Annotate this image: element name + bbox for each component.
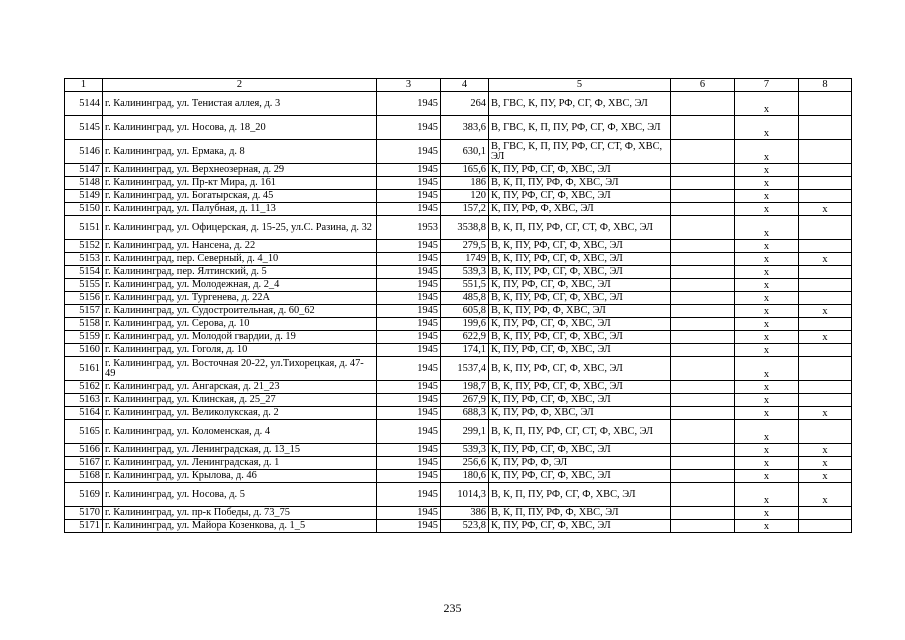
- cell-col6: [671, 140, 735, 164]
- cell-id: 5165: [65, 420, 103, 444]
- table-row: [65, 92, 852, 116]
- cell-col7: х: [735, 279, 799, 292]
- cell-col8: х: [799, 305, 852, 318]
- cell-col7: х: [735, 444, 799, 457]
- cell-elements: К, ПУ, РФ, СГ, Ф, ХВС, ЭЛ: [489, 164, 671, 177]
- cell-elements: В, К, ПУ, РФ, СГ, Ф, ХВС, ЭЛ: [489, 240, 671, 253]
- cell-col8: х: [799, 203, 852, 216]
- column-header: 1: [65, 79, 103, 92]
- cell-area: 1749: [441, 253, 489, 266]
- cell-area: 256,6: [441, 457, 489, 470]
- cell-col6: [671, 444, 735, 457]
- register-table: [64, 78, 852, 533]
- cell-col8: [799, 420, 852, 444]
- cell-col6: [671, 177, 735, 190]
- cell-address: г. Калининград, пер. Северный, д. 4_10: [103, 253, 377, 266]
- cell-col8: [799, 507, 852, 520]
- cell-col6: [671, 240, 735, 253]
- table-row: [65, 507, 852, 520]
- cell-address: г. Калининград, ул. Ангарская, д. 21_23: [103, 381, 377, 394]
- cell-address: г. Калининград, ул. Тургенева, д. 22А: [103, 292, 377, 305]
- table-row: [65, 279, 852, 292]
- cell-year: 1953: [377, 216, 441, 240]
- cell-id: 5167: [65, 457, 103, 470]
- cell-col8: [799, 116, 852, 140]
- cell-elements: В, ГВС, К, П, ПУ, РФ, СГ, Ф, ХВС, ЭЛ: [489, 116, 671, 140]
- cell-col6: [671, 266, 735, 279]
- cell-address: г. Калининград, ул. Тенистая аллея, д. 3: [103, 92, 377, 116]
- cell-col7: х: [735, 240, 799, 253]
- cell-col8: х: [799, 253, 852, 266]
- cell-area: 186: [441, 177, 489, 190]
- cell-col7: х: [735, 344, 799, 357]
- cell-col7: х: [735, 92, 799, 116]
- cell-year: 1945: [377, 520, 441, 533]
- cell-area: 622,9: [441, 331, 489, 344]
- document-sheet: [64, 78, 851, 533]
- cell-year: 1945: [377, 203, 441, 216]
- cell-address: г. Калининград, ул. Носова, д. 5: [103, 483, 377, 507]
- cell-area: 539,3: [441, 266, 489, 279]
- cell-col8: [799, 92, 852, 116]
- cell-elements: В, К, П, ПУ, РФ, СГ, Ф, ХВС, ЭЛ: [489, 483, 671, 507]
- cell-col7: х: [735, 216, 799, 240]
- cell-col7: х: [735, 457, 799, 470]
- cell-year: 1945: [377, 407, 441, 420]
- cell-area: 1537,4: [441, 357, 489, 381]
- cell-id: 5169: [65, 483, 103, 507]
- cell-id: 5146: [65, 140, 103, 164]
- cell-elements: К, ПУ, РФ, СГ, Ф, ХВС, ЭЛ: [489, 318, 671, 331]
- cell-address: г. Калининград, ул. Носова, д. 18_20: [103, 116, 377, 140]
- cell-id: 5168: [65, 470, 103, 483]
- cell-elements: К, ПУ, РФ, СГ, Ф, ХВС, ЭЛ: [489, 344, 671, 357]
- table-row: [65, 116, 852, 140]
- cell-col7: х: [735, 203, 799, 216]
- cell-col6: [671, 381, 735, 394]
- cell-area: 523,8: [441, 520, 489, 533]
- cell-elements: В, К, П, ПУ, РФ, СГ, СТ, Ф, ХВС, ЭЛ: [489, 420, 671, 444]
- cell-area: 267,9: [441, 394, 489, 407]
- table-row: [65, 344, 852, 357]
- cell-year: 1945: [377, 140, 441, 164]
- cell-area: 386: [441, 507, 489, 520]
- cell-year: 1945: [377, 190, 441, 203]
- table-row: [65, 190, 852, 203]
- cell-address: г. Калининград, ул. Нансена, д. 22: [103, 240, 377, 253]
- cell-col8: [799, 520, 852, 533]
- cell-col8: [799, 279, 852, 292]
- cell-elements: В, К, ПУ, РФ, СГ, Ф, ХВС, ЭЛ: [489, 292, 671, 305]
- cell-year: 1945: [377, 344, 441, 357]
- cell-address: г. Калининград, пер. Ялтинский, д. 5: [103, 266, 377, 279]
- cell-area: 199,6: [441, 318, 489, 331]
- cell-address: г. Калининград, ул. Пр-кт Мира, д. 161: [103, 177, 377, 190]
- cell-col7: х: [735, 177, 799, 190]
- cell-area: 279,5: [441, 240, 489, 253]
- cell-col8: [799, 357, 852, 381]
- cell-area: 198,7: [441, 381, 489, 394]
- cell-id: 5149: [65, 190, 103, 203]
- cell-col6: [671, 253, 735, 266]
- table-body: [65, 92, 852, 533]
- cell-col8: х: [799, 457, 852, 470]
- cell-id: 5161: [65, 357, 103, 381]
- cell-id: 5156: [65, 292, 103, 305]
- cell-col8: [799, 190, 852, 203]
- cell-elements: В, ГВС, К, ПУ, РФ, СГ, Ф, ХВС, ЭЛ: [489, 92, 671, 116]
- cell-elements: В, К, ПУ, РФ, СГ, Ф, ХВС, ЭЛ: [489, 266, 671, 279]
- cell-address: г. Калининград, ул. Крылова, д. 46: [103, 470, 377, 483]
- table-row: [65, 381, 852, 394]
- cell-year: 1945: [377, 444, 441, 457]
- cell-col6: [671, 507, 735, 520]
- cell-col8: [799, 216, 852, 240]
- cell-address: г. Калининград, ул. пр-к Победы, д. 73_75: [103, 507, 377, 520]
- cell-area: 605,8: [441, 305, 489, 318]
- table-row: [65, 164, 852, 177]
- cell-id: 5145: [65, 116, 103, 140]
- table-row: [65, 266, 852, 279]
- cell-col6: [671, 420, 735, 444]
- cell-year: 1945: [377, 305, 441, 318]
- cell-address: г. Калининград, ул. Верхнеозерная, д. 29: [103, 164, 377, 177]
- cell-area: 539,3: [441, 444, 489, 457]
- table-row: [65, 203, 852, 216]
- cell-area: 165,6: [441, 164, 489, 177]
- cell-col7: х: [735, 331, 799, 344]
- cell-address: г. Калининград, ул. Богатырская, д. 45: [103, 190, 377, 203]
- cell-year: 1945: [377, 357, 441, 381]
- cell-year: 1945: [377, 253, 441, 266]
- cell-area: 3538,8: [441, 216, 489, 240]
- cell-id: 5157: [65, 305, 103, 318]
- cell-address: г. Калининград, ул. Ленинградская, д. 13_15: [103, 444, 377, 457]
- table-row: [65, 216, 852, 240]
- cell-elements: К, ПУ, РФ, СГ, Ф, ХВС, ЭЛ: [489, 470, 671, 483]
- cell-area: 383,6: [441, 116, 489, 140]
- cell-year: 1945: [377, 507, 441, 520]
- cell-col8: [799, 344, 852, 357]
- cell-col7: х: [735, 407, 799, 420]
- cell-area: 174,1: [441, 344, 489, 357]
- cell-col8: [799, 164, 852, 177]
- column-header: 8: [799, 79, 852, 92]
- column-header: 3: [377, 79, 441, 92]
- cell-col6: [671, 203, 735, 216]
- cell-col6: [671, 279, 735, 292]
- cell-col7: х: [735, 381, 799, 394]
- column-header: 7: [735, 79, 799, 92]
- cell-col7: х: [735, 140, 799, 164]
- cell-col7: х: [735, 292, 799, 305]
- cell-col7: х: [735, 164, 799, 177]
- cell-elements: К, ПУ, РФ, Ф, ЭЛ: [489, 457, 671, 470]
- table-row: [65, 305, 852, 318]
- table-row: [65, 483, 852, 507]
- cell-col8: [799, 394, 852, 407]
- cell-col6: [671, 305, 735, 318]
- cell-area: 157,2: [441, 203, 489, 216]
- cell-elements: К, ПУ, РФ, Ф, ХВС, ЭЛ: [489, 407, 671, 420]
- cell-year: 1945: [377, 240, 441, 253]
- cell-id: 5153: [65, 253, 103, 266]
- cell-col6: [671, 292, 735, 305]
- cell-year: 1945: [377, 177, 441, 190]
- cell-address: г. Калининград, ул. Майора Козенкова, д. 1_5: [103, 520, 377, 533]
- cell-area: 630,1: [441, 140, 489, 164]
- cell-year: 1945: [377, 457, 441, 470]
- cell-address: г. Калининград, ул. Великолукская, д. 2: [103, 407, 377, 420]
- cell-id: 5147: [65, 164, 103, 177]
- cell-col6: [671, 520, 735, 533]
- cell-col8: [799, 318, 852, 331]
- cell-year: 1945: [377, 318, 441, 331]
- cell-col8: х: [799, 407, 852, 420]
- cell-address: г. Калининград, ул. Офицерская, д. 15-25, ул.С. Разина, д. 32: [103, 216, 377, 240]
- cell-area: 264: [441, 92, 489, 116]
- cell-col6: [671, 216, 735, 240]
- cell-elements: К, ПУ, РФ, СГ, Ф, ХВС, ЭЛ: [489, 444, 671, 457]
- table-row: [65, 457, 852, 470]
- cell-address: г. Калининград, ул. Ленинградская, д. 1: [103, 457, 377, 470]
- cell-col6: [671, 344, 735, 357]
- cell-col7: х: [735, 357, 799, 381]
- cell-id: 5171: [65, 520, 103, 533]
- cell-col7: х: [735, 470, 799, 483]
- cell-id: 5160: [65, 344, 103, 357]
- cell-year: 1945: [377, 394, 441, 407]
- column-number-row: [65, 79, 852, 92]
- cell-id: 5144: [65, 92, 103, 116]
- table-row: [65, 140, 852, 164]
- column-header: 4: [441, 79, 489, 92]
- table-row: [65, 394, 852, 407]
- column-header: 5: [489, 79, 671, 92]
- table-row: [65, 470, 852, 483]
- cell-year: 1945: [377, 266, 441, 279]
- cell-col8: [799, 266, 852, 279]
- table-row: [65, 331, 852, 344]
- cell-id: 5158: [65, 318, 103, 331]
- cell-col8: х: [799, 331, 852, 344]
- cell-col7: х: [735, 116, 799, 140]
- cell-area: 180,6: [441, 470, 489, 483]
- table-row: [65, 253, 852, 266]
- cell-year: 1945: [377, 420, 441, 444]
- cell-elements: В, К, ПУ, РФ, СГ, Ф, ХВС, ЭЛ: [489, 381, 671, 394]
- cell-year: 1945: [377, 92, 441, 116]
- cell-year: 1945: [377, 331, 441, 344]
- cell-year: 1945: [377, 116, 441, 140]
- cell-address: г. Калининград, ул. Серова, д. 10: [103, 318, 377, 331]
- cell-col6: [671, 457, 735, 470]
- table-row: [65, 240, 852, 253]
- table-row: [65, 357, 852, 381]
- page-number: 235: [443, 601, 462, 615]
- cell-id: 5151: [65, 216, 103, 240]
- cell-elements: В, К, ПУ, РФ, СГ, Ф, ХВС, ЭЛ: [489, 253, 671, 266]
- cell-col6: [671, 357, 735, 381]
- cell-col6: [671, 331, 735, 344]
- cell-col8: [799, 140, 852, 164]
- cell-id: 5164: [65, 407, 103, 420]
- cell-address: г. Калининград, ул. Молодежная, д. 2_4: [103, 279, 377, 292]
- cell-elements: К, ПУ, РФ, СГ, Ф, ХВС, ЭЛ: [489, 394, 671, 407]
- cell-col8: х: [799, 483, 852, 507]
- cell-col7: х: [735, 394, 799, 407]
- cell-col8: [799, 240, 852, 253]
- cell-id: 5152: [65, 240, 103, 253]
- cell-year: 1945: [377, 292, 441, 305]
- cell-id: 5155: [65, 279, 103, 292]
- cell-elements: В, К, П, ПУ, РФ, Ф, ХВС, ЭЛ: [489, 177, 671, 190]
- table-row: [65, 292, 852, 305]
- cell-id: 5170: [65, 507, 103, 520]
- cell-year: 1945: [377, 483, 441, 507]
- cell-elements: В, К, ПУ, РФ, СГ, Ф, ХВС, ЭЛ: [489, 357, 671, 381]
- cell-elements: В, К, П, ПУ, РФ, Ф, ХВС, ЭЛ: [489, 507, 671, 520]
- cell-col6: [671, 116, 735, 140]
- cell-col7: х: [735, 483, 799, 507]
- cell-id: 5166: [65, 444, 103, 457]
- table-row: [65, 420, 852, 444]
- cell-col6: [671, 190, 735, 203]
- table-row: [65, 318, 852, 331]
- cell-col7: х: [735, 520, 799, 533]
- cell-address: г. Калининград, ул. Судостроительная, д. 60_62: [103, 305, 377, 318]
- cell-area: 120: [441, 190, 489, 203]
- table-row: [65, 444, 852, 457]
- cell-id: 5148: [65, 177, 103, 190]
- cell-col7: х: [735, 318, 799, 331]
- column-header: 2: [103, 79, 377, 92]
- cell-area: 688,3: [441, 407, 489, 420]
- cell-col6: [671, 407, 735, 420]
- cell-col8: х: [799, 470, 852, 483]
- cell-col8: х: [799, 444, 852, 457]
- cell-col8: [799, 381, 852, 394]
- cell-area: 485,8: [441, 292, 489, 305]
- cell-col6: [671, 470, 735, 483]
- cell-elements: В, К, ПУ, РФ, СГ, Ф, ХВС, ЭЛ: [489, 331, 671, 344]
- cell-elements: К, ПУ, РФ, СГ, Ф, ХВС, ЭЛ: [489, 520, 671, 533]
- cell-col6: [671, 92, 735, 116]
- cell-id: 5159: [65, 331, 103, 344]
- cell-address: г. Калининград, ул. Клинская, д. 25_27: [103, 394, 377, 407]
- table-row: [65, 407, 852, 420]
- cell-address: г. Калининград, ул. Палубная, д. 11_13: [103, 203, 377, 216]
- cell-col7: х: [735, 253, 799, 266]
- cell-address: г. Калининград, ул. Коломенская, д. 4: [103, 420, 377, 444]
- cell-col7: х: [735, 305, 799, 318]
- cell-year: 1945: [377, 164, 441, 177]
- cell-col8: [799, 177, 852, 190]
- table-row: [65, 177, 852, 190]
- cell-year: 1945: [377, 279, 441, 292]
- cell-col6: [671, 394, 735, 407]
- cell-id: 5163: [65, 394, 103, 407]
- cell-col7: х: [735, 190, 799, 203]
- cell-elements: В, ГВС, К, П, ПУ, РФ, СГ, СТ, Ф, ХВС, ЭЛ: [489, 140, 671, 164]
- cell-col7: х: [735, 266, 799, 279]
- cell-col6: [671, 318, 735, 331]
- cell-address: г. Калининград, ул. Гоголя, д. 10: [103, 344, 377, 357]
- cell-address: г. Калининград, ул. Восточная 20-22, ул.Тихорецкая, д. 47-49: [103, 357, 377, 381]
- cell-area: 299,1: [441, 420, 489, 444]
- cell-col8: [799, 292, 852, 305]
- cell-id: 5150: [65, 203, 103, 216]
- table-row: [65, 520, 852, 533]
- cell-col6: [671, 164, 735, 177]
- cell-col6: [671, 483, 735, 507]
- cell-elements: В, К, ПУ, РФ, Ф, ХВС, ЭЛ: [489, 305, 671, 318]
- cell-elements: К, ПУ, РФ, Ф, ХВС, ЭЛ: [489, 203, 671, 216]
- cell-elements: К, ПУ, РФ, СГ, Ф, ХВС, ЭЛ: [489, 190, 671, 203]
- cell-year: 1945: [377, 381, 441, 394]
- cell-col7: х: [735, 420, 799, 444]
- cell-area: 551,5: [441, 279, 489, 292]
- cell-elements: К, ПУ, РФ, СГ, Ф, ХВС, ЭЛ: [489, 279, 671, 292]
- cell-id: 5154: [65, 266, 103, 279]
- cell-address: г. Калининград, ул. Молодой гвардии, д. 19: [103, 331, 377, 344]
- cell-elements: В, К, П, ПУ, РФ, СГ, СТ, Ф, ХВС, ЭЛ: [489, 216, 671, 240]
- cell-address: г. Калининград, ул. Ермака, д. 8: [103, 140, 377, 164]
- cell-col7: х: [735, 507, 799, 520]
- cell-year: 1945: [377, 470, 441, 483]
- cell-area: 1014,3: [441, 483, 489, 507]
- cell-id: 5162: [65, 381, 103, 394]
- column-header: 6: [671, 79, 735, 92]
